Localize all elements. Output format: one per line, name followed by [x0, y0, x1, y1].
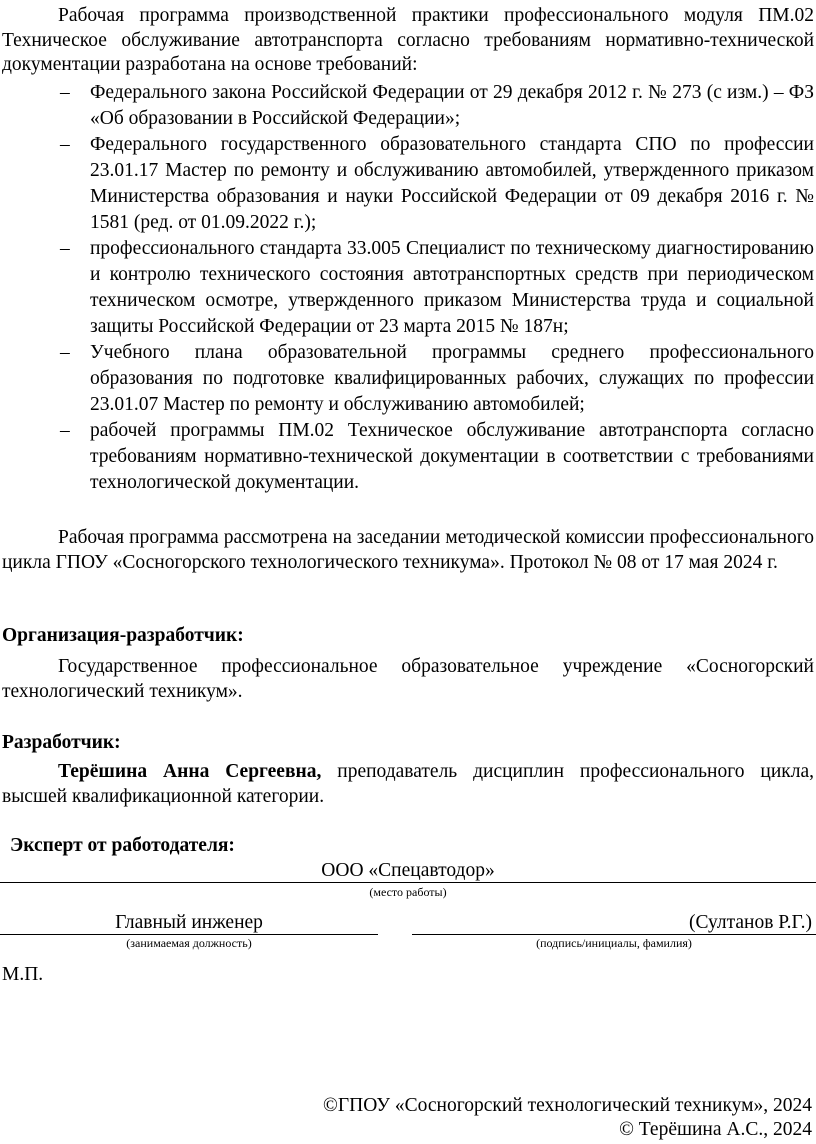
list-item: [2, 132, 814, 236]
list-item-text: Федерального закона Российской Федерации от 29 декабря 2012 г. № 273 (с изм.) – ФЗ «Об образовании в Российской Федерации»;: [90, 82, 814, 129]
bullet-dash: –: [60, 82, 70, 103]
list-item-text: профессионального стандарта 33.005 Специалист по техническому диагностированию и контролю технического состояния автотранспортных средств при периодическом техническом осмотре, утвержденного приказом Министерства труда и социальной защиты Российской Федерации от 23 марта 2015 № 187н;: [90, 238, 814, 337]
developer-text: преподаватель дисциплин профессионального цикла, высшей квалификационной категории.: [2, 761, 814, 807]
list-item-text: Учебного плана образовательной программы среднего профессионального образования по подготовке квалифицированных рабочих, служащих по профессии 23.01.07 Мастер по ремонту и обслуживанию автомобилей;: [90, 342, 814, 415]
position-underline: [0, 934, 378, 935]
list-item: [2, 80, 814, 132]
developer-paragraph: [2, 760, 814, 809]
requirements-list: [2, 80, 814, 496]
list-item: [2, 418, 814, 496]
developer-name: Терёшина Анна Сергеевна,: [58, 761, 322, 782]
bullet-dash: –: [60, 134, 70, 155]
bullet-dash: –: [60, 420, 70, 441]
list-item-text: рабочей программы ПМ.02 Техническое обслуживание автотранспорта согласно требованиям нормативно-технической документации в соответствии с требованиями технологической документации.: [90, 420, 814, 493]
signature-underline: [412, 934, 816, 935]
position-caption: (занимаемая должность): [126, 936, 252, 950]
intro-paragraph: Рабочая программа производственной практики профессионального модуля ПМ.02 Техническое обслуживание автотранспорта согласно требованиям нормативно-технической документации разработана на основе требований:: [2, 5, 814, 75]
list-item: [2, 340, 814, 418]
expert-heading: Эксперт от работодателя:: [10, 835, 235, 856]
footer-copyright-author: © Терёшина А.С., 2024: [619, 1119, 812, 1140]
stamp-label: М.П.: [2, 964, 44, 985]
footer-copyright-org: ©ГПОУ «Сосногорский технологический техникум», 2024: [323, 1095, 812, 1116]
workplace-caption: (место работы): [369, 885, 447, 899]
bullet-dash: –: [60, 342, 70, 363]
signature-caption: (подпись/инициалы, фамилия): [536, 936, 692, 950]
list-item: [2, 236, 814, 340]
org-text: Государственное профессиональное образовательное учреждение «Сосногорский технологический техникум».: [2, 656, 814, 702]
workplace-value: ООО «Спецавтодор»: [321, 860, 495, 881]
list-item-text: Федерального государственного образовательного стандарта СПО по профессии 23.01.17 Мастер по ремонту и обслуживанию автомобилей, утвержденного приказом Министерства образования и науки Российской Федерации от 09 декабря 2016 г. № 1581 (ред. от 01.09.2022 г.);: [90, 134, 814, 233]
developer-heading: Разработчик:: [2, 732, 121, 753]
workplace-underline: [0, 882, 816, 883]
signature-value: (Султанов Р.Г.): [688, 912, 812, 933]
org-heading: Организация-разработчик:: [2, 625, 244, 646]
bullet-dash: –: [60, 238, 70, 259]
position-value: Главный инженер: [115, 912, 263, 933]
review-paragraph: Рабочая программа рассмотрена на заседании методической комиссии профессионального цикла ГПОУ «Сосногорского технологического техникума». Протокол № 08 от 17 мая 2024 г.: [2, 527, 814, 573]
